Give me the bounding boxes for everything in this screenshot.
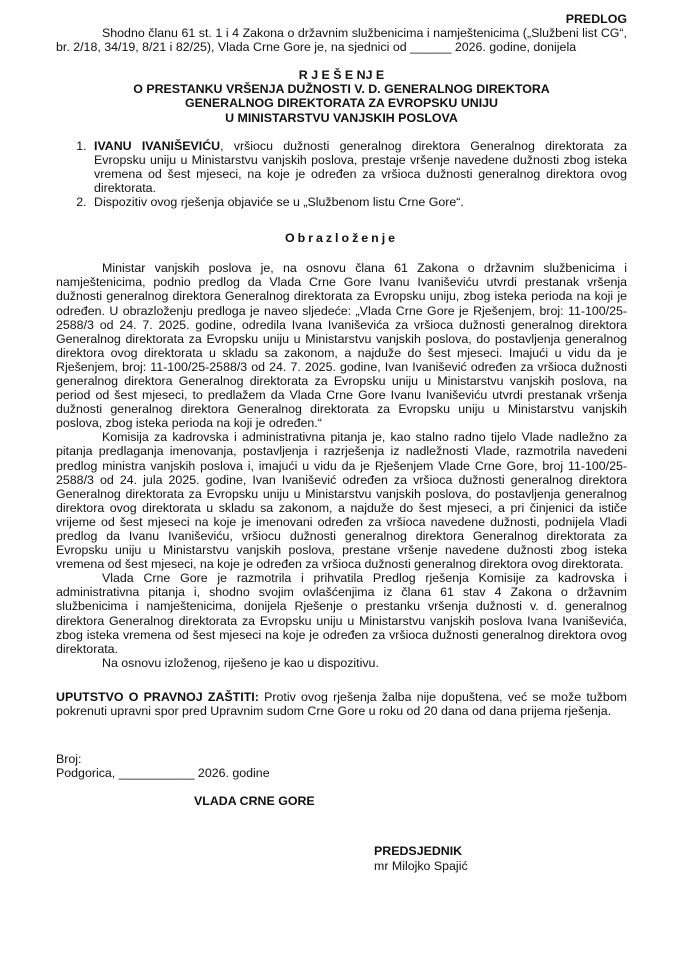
item-text: , vršiocu dužnosti generalnog direktora Generalnog direktorata za Evropsku uniju u Ministarstvu vanjskih poslova, prestaje vršenje navedene dužnosti zbog isteka vremena od šest mjeseci, na koje je određen za vršioca dužnosti generalnog direktora ovog direktorata. — [94, 138, 627, 195]
legal-remedy — [56, 690, 627, 718]
item-name: IVANU IVANIŠEVIĆU — [94, 138, 221, 153]
decision-subtitle-1: O PRESTANKU VRŠENJA DUŽNOSTI V. D. GENERALNOG DIREKTORA — [133, 82, 550, 97]
reasoning-paragraph: Komisija za kadrovska i administrativna pitanja je, kao stalno radno tijelo Vlade nadležno za pitanja predlaganja imenovanja, postavljenja i razrješenja iz nadležnosti Vlade, razmotrila navedeni predlog ministra vanjskih poslova i, imajući u vidu da je Rješenjem Vlade Crne Gore, broj 11-100/25-2588/3 od 24. jula 2025. godine, Ivan Ivanišević određen za vršioca dužnosti generalnog direktora Generalnog direktorata za Evropsku uniju u Ministarstvu vanjskih poslova, do postavljenja generalnog direktora ovog direktorata u skladu sa zakonom, a najduže do šest mjeseci, a pri činjenici da ističe vrijeme od šest mjeseci na koje je imenovani određen za vršioca navedene dužnosti, podnijela Vladi predlog da Ivanu Ivaniševiću, vršiocu dužnosti generalnog direktora Generalnog direktorata za Evropsku uniju u Ministarstvu vanjskih poslova, prestane vršenje navedene dužnosti zbog isteka vremena od šest mjeseci, na koje je određen za vršioca dužnosti generalnog direktora ovog direktorata. — [56, 430, 627, 572]
reasoning-paragraph: Na osnovu izloženog, riješeno je kao u dispozitivu. — [102, 655, 379, 670]
decision-subtitle-3: U MINISTARSTVU VANJSKIH POSLOVA — [225, 110, 458, 125]
signatory-title: PREDSJEDNIK — [374, 844, 463, 859]
preamble: Shodno članu 61 st. 1 i 4 Zakona o državnim službenicima i namještenicima („Službeni list CG“, br. 2/18, 34/19, 8/21 i 82/25), Vlada Crne Gore je, na sjednici od ______ 2026. godine, donijela — [56, 26, 627, 55]
item-text: Dispozitiv ovog rješenja objaviće se u „Službenom listu Crne Gore“. — [94, 195, 464, 210]
authority: VLADA CRNE GORE — [194, 794, 315, 809]
predlog-label: PREDLOG — [565, 12, 627, 26]
document-page — [56, 12, 627, 873]
decision-item — [90, 139, 627, 195]
number-label: Broj: — [56, 752, 82, 767]
reasoning-paragraph: Ministar vanjskih poslova je, na osnovu člana 61 Zakona o državnim službenicima i namještenicima, podnio predlog da Vlada Crne Gore Ivanu Ivaniševiću utvrdi prestanak vršenja dužnosti generalnog direktora Generalnog direktorata za Evropsku uniju, zbog isteka perioda na koji je određen. U obrazloženju predloga je naveo sljedeće: „Vlada Crne Gore je Rješenjem, broj: 11-100/25-2588/3 od 24. 7. 2025. godine, odredila Ivana Ivaniševića za vršioca dužnosti generalnog direktora Generalnog direktorata za Evropsku uniju u Ministarstvu vanjskih poslova, do postavljenja generalnog direktora ovog direktorata u skladu sa zakonom, a najduže do šest mjeseci. Imajući u vidu da je Rješenjem, broj: 11-100/25-2588/3 od 24. 7. 2025. godine, Ivan Ivanišević određen za vršioca dužnosti generalnog direktora Generalnog direktorata za Evropsku uniju u Ministarstvu vanjskih poslova, na period od šest mjeseci, to predlažem da Vlada Crne Gore Ivanu Ivaniševiću utvrdi prestanak vršenja dužnosti generalnog direktora Generalnog direktorata za Evropsku uniju u Ministarstvu vanjskih poslova, zbog isteka perioda na koji je određen.“ — [56, 261, 627, 431]
reasoning-title: Obrazloženje — [284, 231, 399, 246]
decision-title: R J E Š E NJ E — [298, 68, 385, 83]
decision-items — [56, 139, 627, 209]
reasoning-paragraph: Vlada Crne Gore je razmotrila i prihvatila Predlog rješenja Komisije za kadrovska i administrativna pitanja i, shodno svojim ovlašćenjima iz člana 61 stav 4 Zakona o državnim službenicima i namještenicima, donijela Rješenje o prestanku vršenja dužnosti v. d. generalnog direktora Generalnog direktorata za Evropsku uniju u Ministarstvu vanjskih poslova Ivana Ivaniševića, zbog isteka vremena od šest mjeseci na koje je određen za vršioca dužnosti generalnog direktora ovog direktorata. — [56, 571, 627, 656]
legal-remedy-label: UPUTSTVO O PRAVNOJ ZAŠTITI: — [56, 689, 259, 704]
legal-remedy-text: Protiv ovog rješenja žalba nije dopuštena, već se može tužbom pokrenuti upravni spor pred Upravnim sudom Crne Gore u roku od 20 dana od dana prijema rješenja. — [56, 689, 627, 719]
decision-item — [90, 195, 627, 209]
signatory-name: mr Milojko Spajić — [374, 858, 468, 873]
decision-subtitle-2: GENERALNOG DIREKTORATA ZA EVROPSKU UNIJU — [185, 96, 498, 111]
place-date: Podgorica, ___________ 2026. godine — [56, 766, 270, 781]
